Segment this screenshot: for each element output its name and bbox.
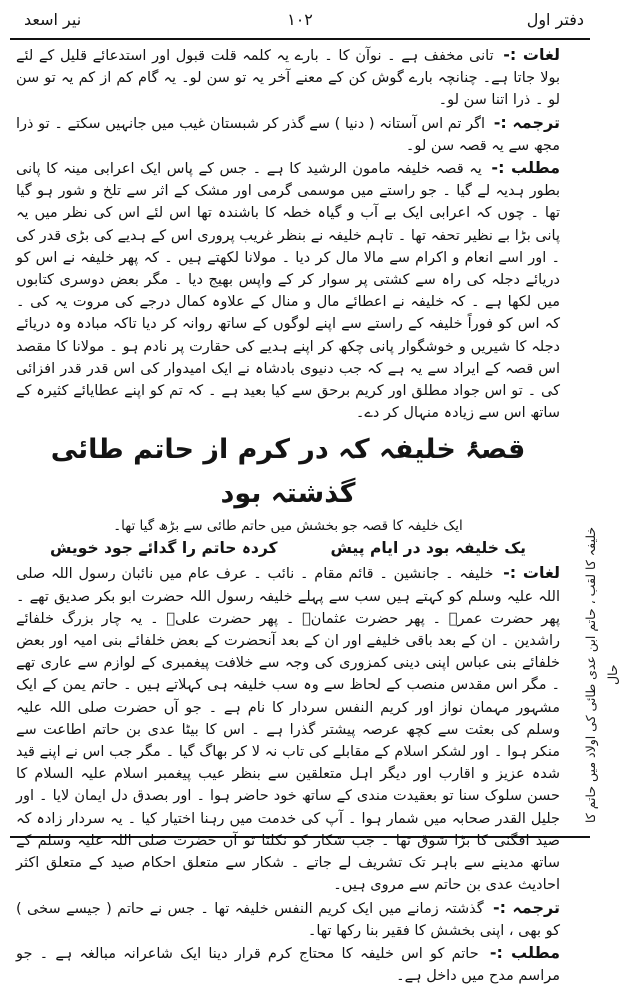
matlab-label-2: مطلب :-	[489, 942, 561, 962]
tarjuma-label-2: ترجمہ :-	[493, 897, 560, 917]
book-part-label: دفتر اول	[526, 10, 584, 29]
tarjuma-paragraph-2	[16, 897, 560, 942]
margin-note: خلیفہ کا لقب ، حاتم ابن عدی طائی کی اولاد میں حاتم کا حال	[583, 526, 620, 824]
lughat-text: تانی مخفف ہے ۔ نوآن کا ۔ بارے یہ کلمہ قلت قبول اور استدعائے قلیل کے لئے بولا جاتا ہے۔ چنانچہ بارے گوش کن کے معنے آخر یہ تو سن لو۔ یہ گام کم از کم یہ تو سن لو ۔ ذرا اتنا سن لو۔	[16, 48, 560, 109]
lughat-paragraph	[16, 44, 560, 112]
verse-first-hemistich: یک خلیفہ بود در ایام پیش	[330, 539, 526, 558]
matlab-text-2: حاتم کو اس خلیفہ کا محتاج کرم قرار دینا ایک شاعرانہ مبالغہ ہے ۔ جو مراسم مدح میں داخل ہے۔	[16, 945, 560, 985]
lughat-text-2: خلیفہ ۔ جانشین ۔ قائم مقام ۔ نائب ۔ عرف عام میں نائبان رسول اللہ صلی اللہ علیہ وسلم کو کہتے ہیں سب سے پہلے خلیفہ رسول اللہ حضرت ابو بکر صدیق تھے ۔ پھر حضرت عمرؓ ۔ پھر حضرت عثمانؓ ۔ پھر حضرت علیؓ ۔ یہ چار بزرگ خلفائے راشدین ۔ ان کے بعد باقی خلیفے اور ان کے بعد آنحضرت کے بعض خلفائے بنی امیہ اور بعض خلفائے بنی عباس اپنی دینی کمزوری کی وجہ سے خلافت پیغمبری کے لوازم سے عاری تھے ۔ مگر اس مقدس منصب کے لحاظ سے وہ سب خلیفہ ہی کہلاتے ہیں ۔ حاتم یمن کے ایک مشہور مہمان نواز اور کریم النفس سردار کا نام ہے ۔ جو آں حضرت صلی اللہ علیہ وسلم کی بعثت سے کچھ عرصہ پیشتر گذرا ہے ۔ اس کا بیٹا عدی بن حاتم اطاعت سے منکر ہوا ۔ اور لشکر اسلام کے مقابلے کی تاب نہ لا کر بھاگ گیا ۔ مگر جب اس نے اپنے قید شدہ عزیز و اقارب اور دیگر اہل متعلقین سے بنظر عیب پیغمبر اسلام علیہ السلام کا حسن سلوک سنا تو بعقیدت مندی کے ساتھ خود حاضر ہوا ۔ اور بصدق دل ایمان لایا ۔ اور جلیل القدر صحابہ میں شمار ہوا ۔ آپ کی خدمت میں رہنا اختیار کیا ۔ یہ سردار زادہ کہ صید افگنی کا بڑا شوق تھا ۔ جب شکار کو نکلتا تو آں حضرت صلی اللہ علیہ وسلم کے ساتھ مدینے سے باہر تک تشریف لے جاتے ۔ شکار سے متعلق احکام صید کے متعلق اکثر احادیث عدی بن حاتم سے مروی ہیں۔	[16, 566, 560, 894]
lughat-label: لغات :-	[503, 45, 561, 64]
matlab-label: مطلب :-	[491, 158, 560, 178]
tarjuma-label: ترجمہ :-	[493, 112, 561, 132]
lughat-label-2: لغات :-	[503, 563, 561, 583]
tarjuma-paragraph	[16, 112, 560, 157]
matlab-paragraph	[16, 157, 560, 424]
page-header	[14, 8, 586, 38]
story-intro: ایک خلیفہ کا قصہ جو بخشش میں حاتم طائی سے بڑھ گیا تھا۔	[113, 518, 463, 535]
story-heading: قصۂ خلیفہ کہ در کرم از حاتم طائی گذشتہ بود	[50, 434, 526, 510]
book-title-label: نیر اسعد	[24, 10, 82, 29]
tarjuma-text-2: گذشتہ زمانے میں ایک کریم النفس خلیفہ تھا ۔ جس نے حاتم ( جیسے سخی ) کو بھی ، اپنی بخشش کا فقیر بنا رکھا تھا۔	[16, 900, 560, 939]
tarjuma-text: اگر تم اس آستانہ ( دنیا ) سے گذر کر شبستان غیب میں جانہیں سکتے ۔ تو ذرا مجھ سے یہ قصہ سن لو۔	[16, 115, 560, 154]
footer-rule	[10, 836, 590, 838]
header-rule	[10, 38, 590, 40]
verse-second-hemistich: کردہ حاتم را گدائے جود خویش	[50, 539, 278, 558]
lughat-paragraph-2	[16, 562, 560, 896]
verse-couplet	[16, 536, 560, 560]
page-body	[16, 44, 561, 985]
matlab-paragraph-2	[16, 942, 560, 987]
matlab-text: یہ قصہ خلیفہ مامون الرشید کا ہے ۔ جس کے پاس ایک اعرابی مینہ کا پانی بطور ہدیہ لے گیا ۔ جو راستے میں موسمی گرمی اور مشک کے اثر سے تلخ و شور ہو گیا تھا ۔ چوں کہ اعرابی ایک بے آب و گیاہ خطہ کا باشندہ تھا اس لئے اس کی نظر میں یہ پانی بڑا بے نظیر تحفہ تھا ۔ تاہم خلیفہ نے بنظر غریب پروری اس کے ہدیے کی بڑی قدر کی ۔ اور اسے انعام و اکرام سے مالا مال کر دیا ۔ مولانا لکھتے ہیں ۔ کہ پھر خلیفہ نے اس کو دریائے دجلہ کی راہ سے کشتی پر سوار کر کے واپس بھیج دیا ۔ مگر بعض دوسری کتابوں میں لکھا ہے ۔ کہ خلیفہ نے اعطائے مال و منال کے علاوہ کمال درجے کی مروت یہ کی ۔ کہ اس کو فوراً خلیفہ کے راستے سے اپنے لوگوں کے ساتھ روانہ کر دیا تاکہ مبادہ وہ دریائے دجلہ کا شیریں و خوشگوار پانی چکھ کر اپنے ہدیے کی حقارت پر نادم ہو ۔ مولانا کا مقصد اس قصہ کے ایراد سے یہ ہے کہ جب دنیوی بادشاہ نے ایک امیدوار کی اس قدر قدر افزائی کی ۔ تو اس جواد مطلق اور کریم برحق سے کیا بعید ہے ۔ کہ تم کو اپنے عطایائے کثیرہ کے ساتھ اس سے زیادہ منہال کر دے۔	[16, 161, 560, 422]
page-number: ۱۰۲	[287, 10, 313, 29]
